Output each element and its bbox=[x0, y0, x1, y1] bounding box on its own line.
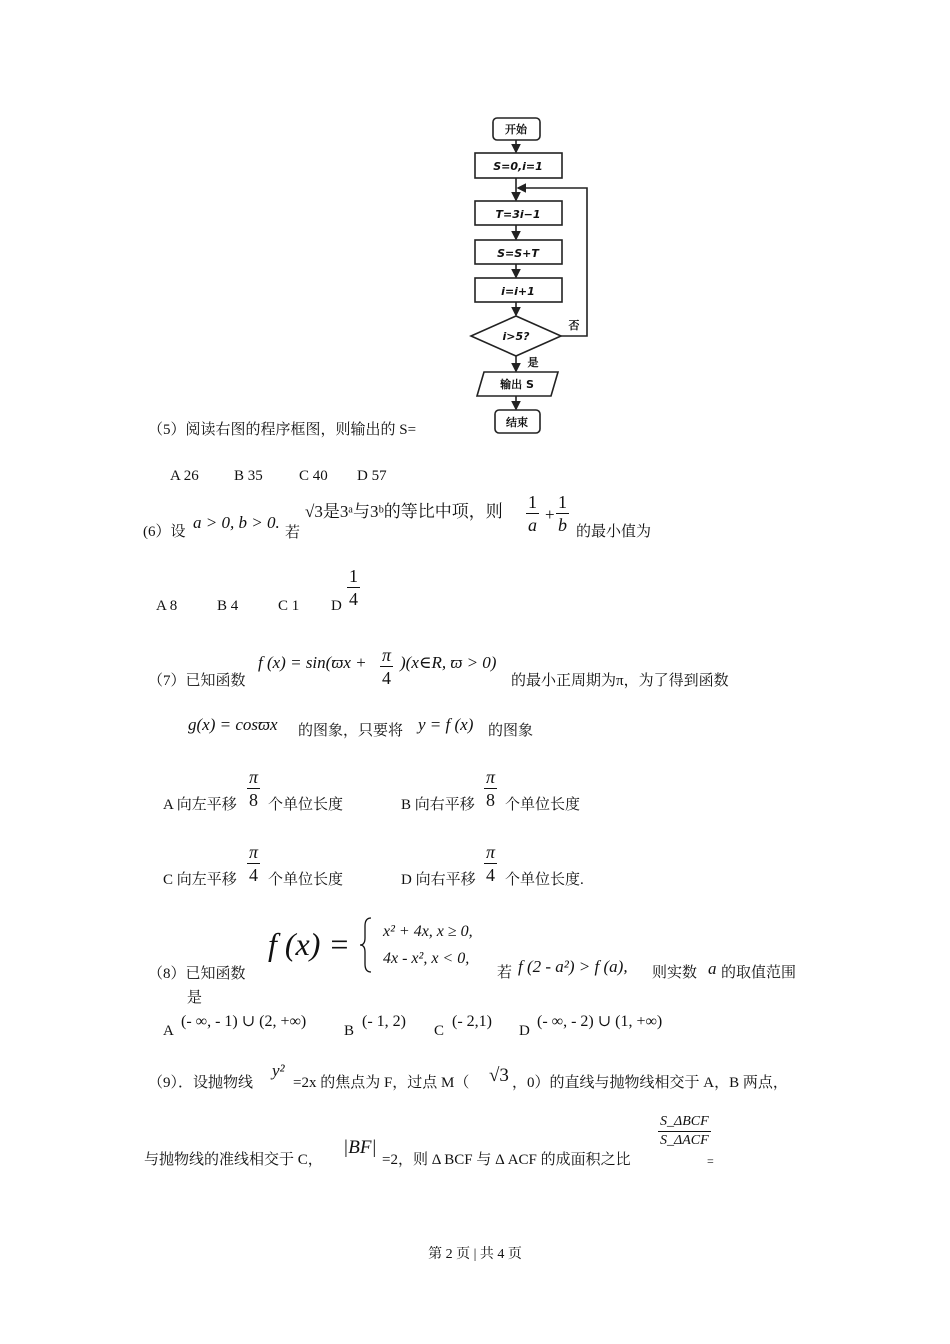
q5-option-a: A 26 bbox=[170, 468, 199, 484]
output-label: 输出 S bbox=[500, 378, 534, 391]
q5-option-d: D 57 bbox=[357, 468, 387, 484]
q7-option-b-label: B 向右平移 bbox=[401, 797, 475, 813]
page-footer: 第 2 页 | 共 4 页 bbox=[428, 1247, 522, 1262]
q8-ruo: 若 bbox=[497, 965, 513, 981]
q7-option-a-fraction bbox=[247, 768, 260, 809]
q6-option-c: C 1 bbox=[278, 598, 300, 614]
q8-option-d-label: D bbox=[519, 1023, 530, 1039]
q6-option-d-fraction bbox=[347, 567, 360, 608]
q8-case2: 4x - x², x < 0, bbox=[383, 950, 470, 967]
numerator: S_ΔBCF bbox=[658, 1115, 711, 1132]
q5-option-c: C 40 bbox=[299, 468, 328, 484]
q8-fx: f (x) = bbox=[268, 926, 350, 962]
q6-ruo: 若 bbox=[285, 525, 301, 541]
numerator: π bbox=[486, 767, 496, 787]
program-flowchart bbox=[0, 0, 950, 450]
q9-line2-a: 与抛物线的准线相交于 C， bbox=[144, 1152, 323, 1168]
q9-line2-b: =2，则 Δ BCF 与 Δ ACF 的成面积之比 bbox=[382, 1152, 631, 1168]
q7-prefix: （7）已知函数 bbox=[148, 673, 246, 689]
q8-option-c-value: (- 2,1) bbox=[452, 1013, 492, 1030]
q7-option-b-unit: 个单位长度 bbox=[505, 797, 581, 813]
q7-option-c-unit: 个单位长度 bbox=[268, 872, 344, 888]
numerator: π bbox=[249, 767, 259, 787]
denominator: 4 bbox=[486, 865, 496, 885]
q7-line2-suffix: 的图象 bbox=[488, 723, 534, 739]
q8-suffix: 则实数 bbox=[652, 965, 698, 981]
q9-area-ratio-fraction bbox=[658, 1115, 711, 1148]
q6-plus: + bbox=[545, 505, 555, 524]
q8-option-b-value: (- 1, 2) bbox=[362, 1013, 406, 1030]
q8-option-d-value: (- ∞, - 2) ∪ (1, +∞) bbox=[537, 1013, 663, 1030]
q7-option-d-fraction bbox=[484, 843, 497, 884]
condition-label: i>5? bbox=[502, 330, 530, 343]
q7-option-d-label: D 向右平移 bbox=[401, 872, 476, 888]
q8-case1: x² + 4x, x ≥ 0, bbox=[383, 923, 473, 940]
init-label: S=0,i=1 bbox=[493, 160, 543, 173]
step1-label: T=3i−1 bbox=[495, 208, 541, 221]
q6-condition: a > 0, b > 0. bbox=[193, 513, 280, 532]
numerator: π bbox=[249, 842, 259, 862]
numerator: 1 bbox=[349, 566, 358, 586]
q9-equals: = bbox=[707, 1154, 714, 1168]
q7-formula-a: f (x) = sin(ϖx + bbox=[258, 653, 367, 672]
q5-stem: （5）阅读右图的程序框图，则输出的 S= bbox=[148, 422, 417, 438]
q7-g-formula: g(x) = cosϖx bbox=[188, 715, 278, 734]
no-label: 否 bbox=[568, 319, 580, 332]
q7-option-a-unit: 个单位长度 bbox=[268, 797, 344, 813]
q8-suffix2: 的取值范围 bbox=[721, 965, 797, 981]
q8-option-b-label: B bbox=[344, 1023, 355, 1039]
q7-fraction-pi-over-4 bbox=[380, 646, 393, 687]
q7-option-c-fraction bbox=[247, 843, 260, 884]
step3-label: i=i+1 bbox=[501, 285, 535, 298]
denominator: 8 bbox=[249, 790, 259, 810]
q9-line1-a: （9）．设抛物线 bbox=[148, 1075, 254, 1091]
q6-option-a: A 8 bbox=[156, 598, 178, 614]
numerator: π bbox=[486, 842, 496, 862]
q6-option-b: B 4 bbox=[217, 598, 239, 614]
numerator: 1 bbox=[528, 492, 537, 512]
q9-abs-bf: |BF| bbox=[343, 1137, 377, 1158]
q8-option-a-value: (- ∞, - 1) ∪ (2, +∞) bbox=[181, 1013, 307, 1030]
denominator: 8 bbox=[486, 790, 496, 810]
q8-option-a-label: A bbox=[163, 1023, 174, 1039]
q7-option-a-label: A 向左平移 bbox=[163, 797, 237, 813]
q7-suffix: 的最小正周期为π，为了得到函数 bbox=[511, 673, 729, 689]
brace-icon bbox=[358, 916, 374, 974]
q7-formula-b: )(x∈R, ϖ > 0) bbox=[400, 653, 497, 672]
denominator: 4 bbox=[382, 668, 392, 688]
q6-mid: √3是3ᵃ与3ᵇ的等比中项，则 bbox=[305, 502, 503, 521]
q7-option-b-fraction bbox=[484, 768, 497, 809]
q8-prefix: （8）已知函数 bbox=[148, 966, 246, 982]
q7-y-formula: y = f (x) bbox=[418, 715, 474, 734]
start-label: 开始 bbox=[505, 123, 527, 136]
end-label: 结束 bbox=[506, 416, 528, 429]
denominator: 4 bbox=[349, 589, 358, 609]
q7-line2-text: 的图象，只要将 bbox=[298, 723, 404, 739]
q6-fraction-1-over-a bbox=[526, 493, 539, 534]
denominator: a bbox=[528, 515, 537, 535]
numerator: 1 bbox=[558, 492, 567, 512]
step2-label: S=S+T bbox=[497, 247, 539, 260]
q7-option-d-unit: 个单位长度. bbox=[505, 872, 584, 888]
q6-fraction-1-over-b bbox=[556, 493, 569, 534]
q8-option-c-label: C bbox=[434, 1023, 445, 1039]
q9-sqrt3: √3 bbox=[489, 1065, 509, 1086]
q7-option-c-label: C 向左平移 bbox=[163, 872, 237, 888]
q6-suffix: 的最小值为 bbox=[576, 524, 652, 540]
q9-line1-c: ，0）的直线与抛物线相交于 A，B 两点， bbox=[512, 1075, 788, 1091]
q6-option-d: D bbox=[331, 598, 342, 614]
q8-shi: 是 bbox=[187, 990, 203, 1006]
denominator: 4 bbox=[249, 865, 259, 885]
q8-var: a bbox=[708, 959, 717, 978]
yes-label: 是 bbox=[527, 356, 539, 369]
q5-option-b: B 35 bbox=[234, 468, 263, 484]
q9-y-squared: y² bbox=[272, 1061, 285, 1080]
numerator: π bbox=[382, 645, 392, 665]
q6-prefix: (6）设 bbox=[143, 524, 186, 540]
q9-line1-b: =2x 的焦点为 F，过点 M（ bbox=[293, 1075, 470, 1091]
q8-inequality: f (2 - a²) > f (a), bbox=[518, 957, 628, 976]
denominator: b bbox=[558, 515, 567, 535]
denominator: S_ΔACF bbox=[660, 1133, 709, 1148]
